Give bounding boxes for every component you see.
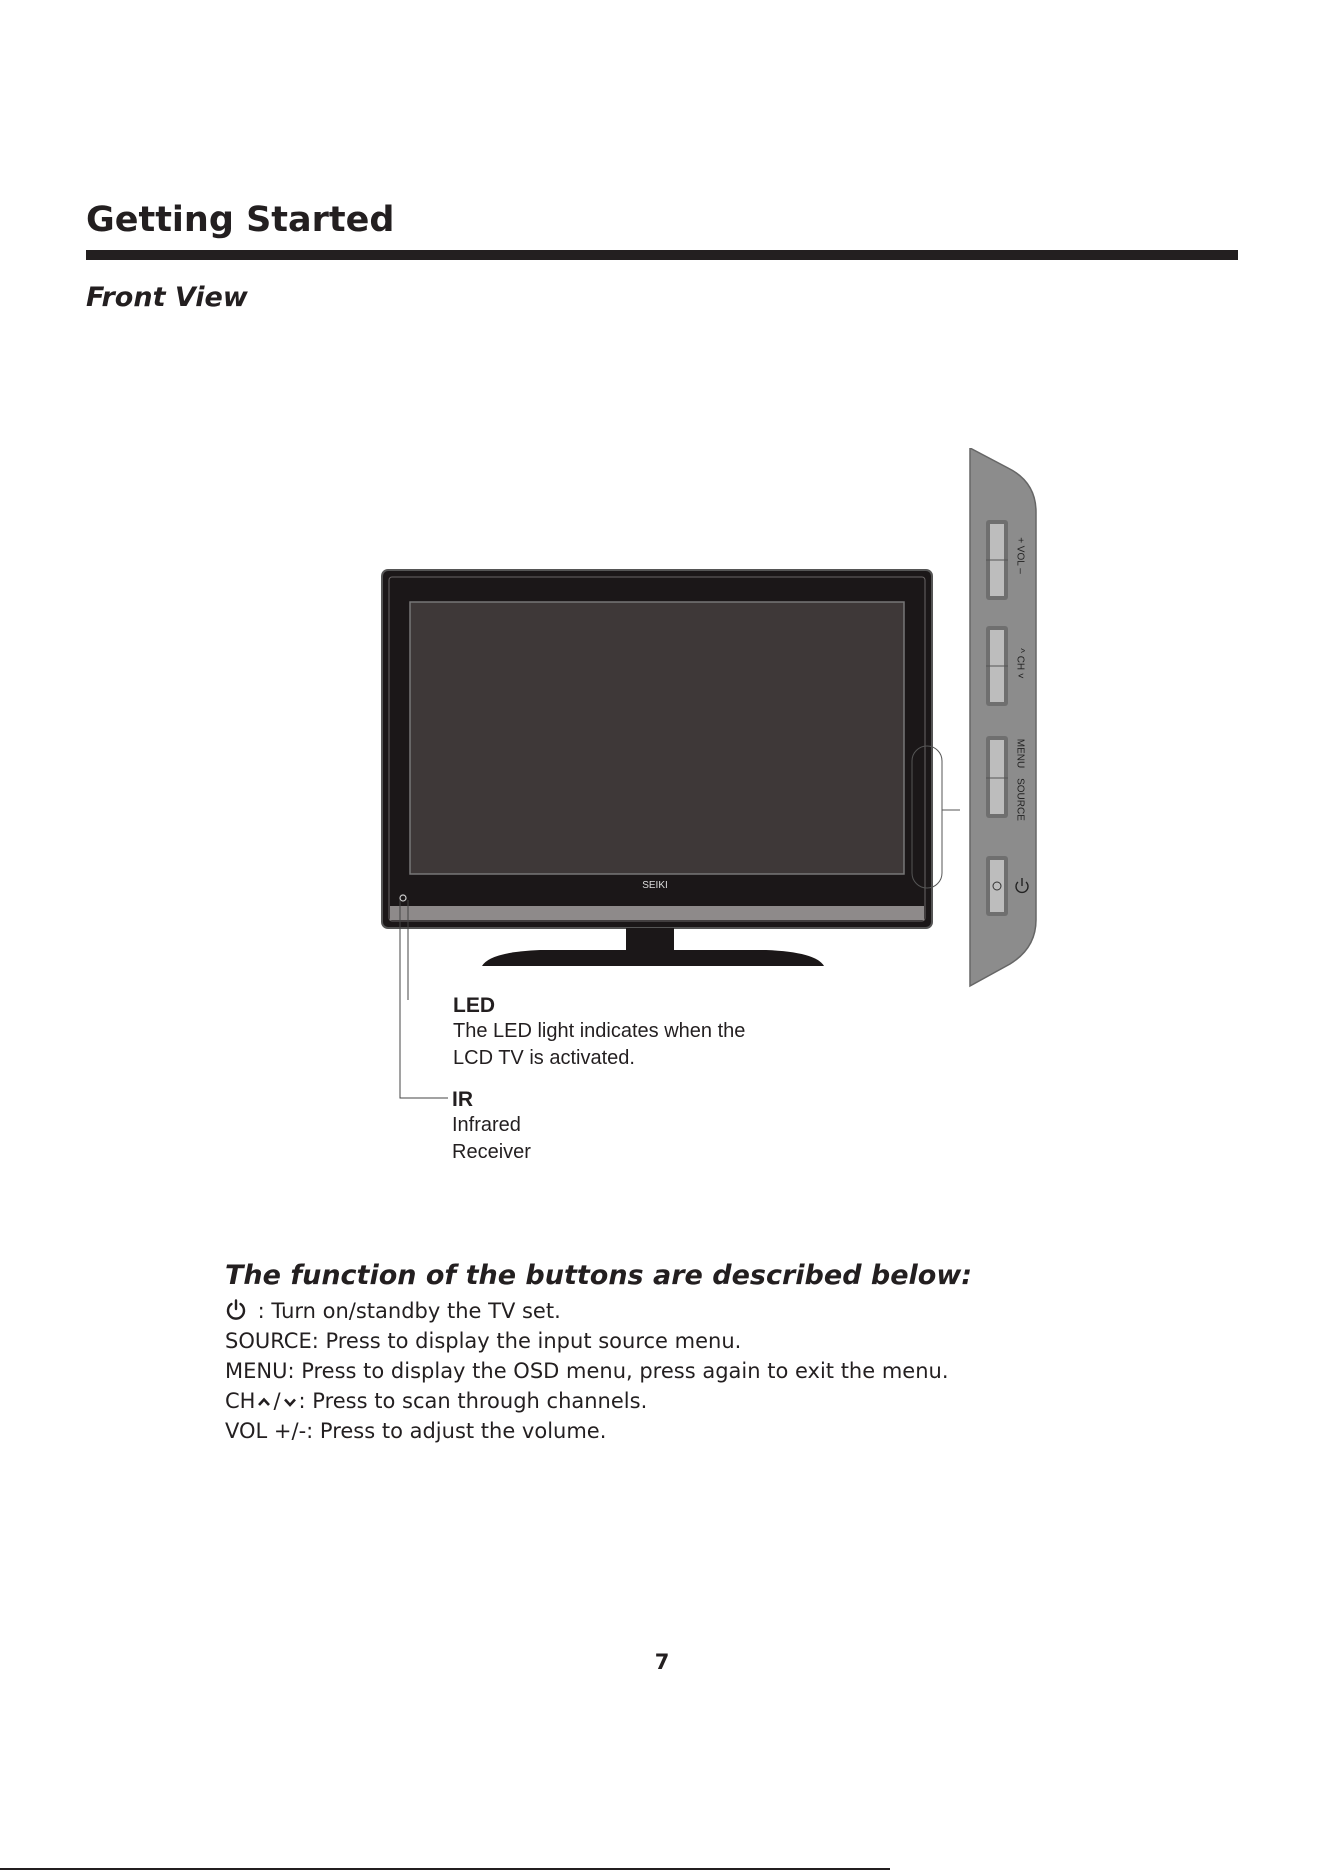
chevron-up-icon (256, 1395, 272, 1409)
function-item-source: SOURCE: Press to display the input source menu. (225, 1329, 742, 1353)
function-item-vol: VOL +/-: Press to adjust the volume. (225, 1419, 607, 1443)
function-ch-text: : Press to scan through channels. (298, 1389, 648, 1413)
ch-button (986, 626, 1008, 706)
tv-screen (410, 602, 904, 874)
led-callout-line1: The LED light indicates when the (453, 1020, 746, 1042)
tv-chin-strip (390, 906, 924, 920)
led-callout (453, 994, 745, 1072)
function-ch-slash: / (273, 1389, 281, 1413)
page-number: 7 (654, 1650, 670, 1674)
power-button (986, 856, 1008, 916)
vol-button (986, 520, 1008, 600)
tv-illustration (370, 440, 960, 1000)
ir-leader-extension (398, 1000, 458, 1120)
ir-callout-title: IR (452, 1088, 473, 1111)
tv-stand-base (482, 950, 824, 966)
side-control-panel (968, 448, 1048, 988)
menu-label: MENU (1014, 738, 1026, 769)
ir-callout (452, 1088, 531, 1166)
vol-label: + VOL – (1014, 537, 1026, 574)
functions-list (225, 1296, 949, 1446)
led-callout-title: LED (453, 994, 495, 1017)
functions-heading: The function of the buttons are described below: (225, 1260, 973, 1291)
page-title: Getting Started (86, 200, 395, 240)
section-heading: Front View (86, 282, 248, 313)
function-ch-prefix: CH (225, 1389, 256, 1413)
source-label: SOURCE (1014, 778, 1026, 821)
bottom-border-line (0, 1868, 890, 1870)
function-item-menu: MENU: Press to display the OSD menu, press again to exit the menu. (225, 1359, 949, 1383)
chevron-down-icon (282, 1395, 298, 1409)
ch-label: ^ CH ˅ (1014, 648, 1026, 679)
menu-source-button (986, 736, 1008, 818)
led-callout-line2: LCD TV is activated. (453, 1047, 635, 1069)
ir-callout-line1: Infrared (452, 1114, 521, 1136)
power-icon (225, 1299, 247, 1321)
brand-logo: SEIKI (642, 880, 668, 891)
ir-callout-line2: Receiver (452, 1141, 531, 1163)
function-item-power (225, 1296, 949, 1326)
function-power-text: : Turn on/standby the TV set. (251, 1299, 561, 1323)
function-item-ch (225, 1386, 949, 1416)
tv-stand-neck (626, 928, 674, 952)
title-rule (86, 250, 1238, 260)
